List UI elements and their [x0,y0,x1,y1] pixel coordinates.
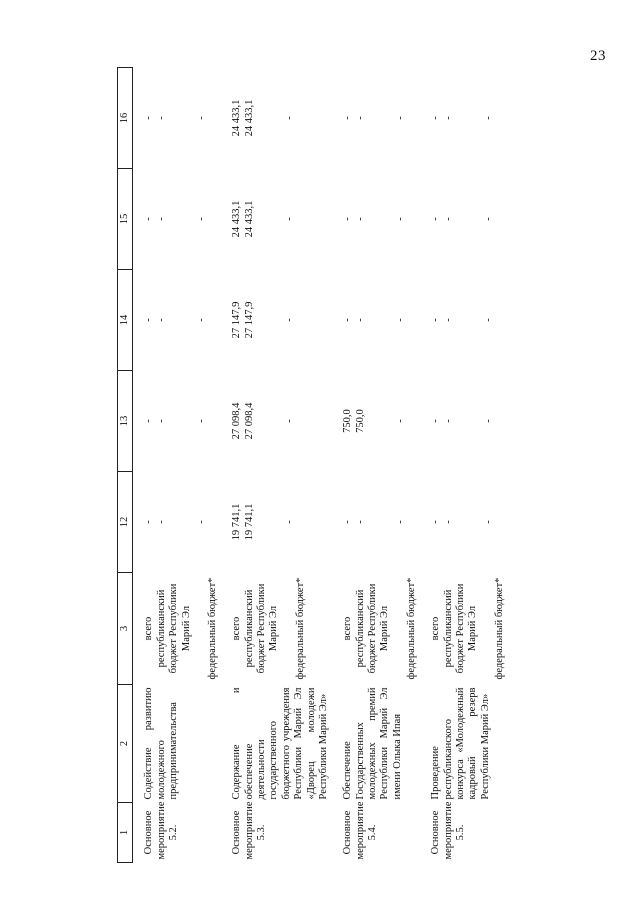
rotated-table-container [117,68,529,863]
measure-code: Основное мероприятие 5.4. [342,801,378,860]
table-row [420,68,508,863]
funding-sources [332,573,420,685]
value-cell: - - - [430,217,494,221]
column-header: 1 [118,803,133,863]
column-header: 2 [118,685,133,803]
column-header: 14 [118,270,133,371]
column-header: 12 [118,472,133,573]
measure-code: Основное мероприятие 5.3. [231,801,267,860]
measure-name: Содержание и обеспечение деятельности государственного бюджетного учреждения Республики Марий Эл «Дворец молодежи Республики Марий Эл» [231,687,329,800]
value-cell: - - - [143,419,208,423]
value-cell: 24 433,1 24 433,1 - [231,200,295,238]
value-cell: 24 433,1 24 433,1 - [231,99,295,137]
measure-name: Обеспечение Государственных молодежных премий Республики Марий Эл имени Олыка Ипая [342,687,403,800]
measure-code: Основное мероприятие 5.2. [143,801,180,860]
value-cell: - - - [143,217,208,221]
measure-code: Основное мероприятие 5.5. [430,801,466,860]
value-cell: - - - [342,116,406,120]
source-label: республиканский бюджет Республики Марий Эл [354,583,391,674]
value-cell: - - - [342,318,406,322]
value-cell: - - - [143,116,208,120]
source-label: всего [342,616,354,641]
funding-sources [221,573,332,685]
value-cell: 19 741,1 19 741,1 - [231,503,295,541]
column-header: 13 [118,371,133,472]
value-cell: - - - [430,116,494,120]
table-row [133,68,221,863]
table-row [332,68,420,863]
value-cell: - - - [430,419,494,423]
source-label: республиканский бюджет Республики Марий Эл [442,583,479,674]
budget-table [117,67,508,863]
value-cell: - - - [342,520,406,524]
source-label: всего [430,616,442,641]
measure-name: Проведение республиканского конкурса «Молодежный кадровый резерв Республики Марий Эл» [430,687,491,800]
table-row [221,68,332,863]
page-number: 23 [590,48,606,64]
source-label: всего [231,616,243,641]
column-header: 16 [118,68,133,169]
value-cell: - - - [342,217,406,221]
column-header: 15 [118,169,133,270]
value-cell: 27 098,4 27 098,4 - [231,402,295,440]
value-cell: - - - [430,520,494,524]
column-header: 3 [118,573,133,685]
source-label: республиканский бюджет Республики Марий Эл [243,583,280,674]
source-label: федеральный бюджет* [206,577,218,680]
measure-name: Содействие развитию молодежного предпринимательства [143,687,180,800]
value-cell: - - - [143,520,208,524]
value-cell: 27 147,9 27 147,9 - [231,301,295,339]
source-label: федеральный бюджет* [493,577,505,680]
value-cell: - - - [143,318,208,322]
value-cell: - - - [430,318,494,322]
funding-sources [133,573,221,685]
value-cell: 750,0 750,0 - [342,409,406,433]
source-label: всего [143,616,155,641]
source-label: республиканский бюджет Республики Марий Эл [155,583,192,674]
funding-sources [420,573,508,685]
source-label: федеральный бюджет* [405,577,417,680]
table-header-row [118,68,133,863]
source-label: федеральный бюджет* [294,577,306,680]
